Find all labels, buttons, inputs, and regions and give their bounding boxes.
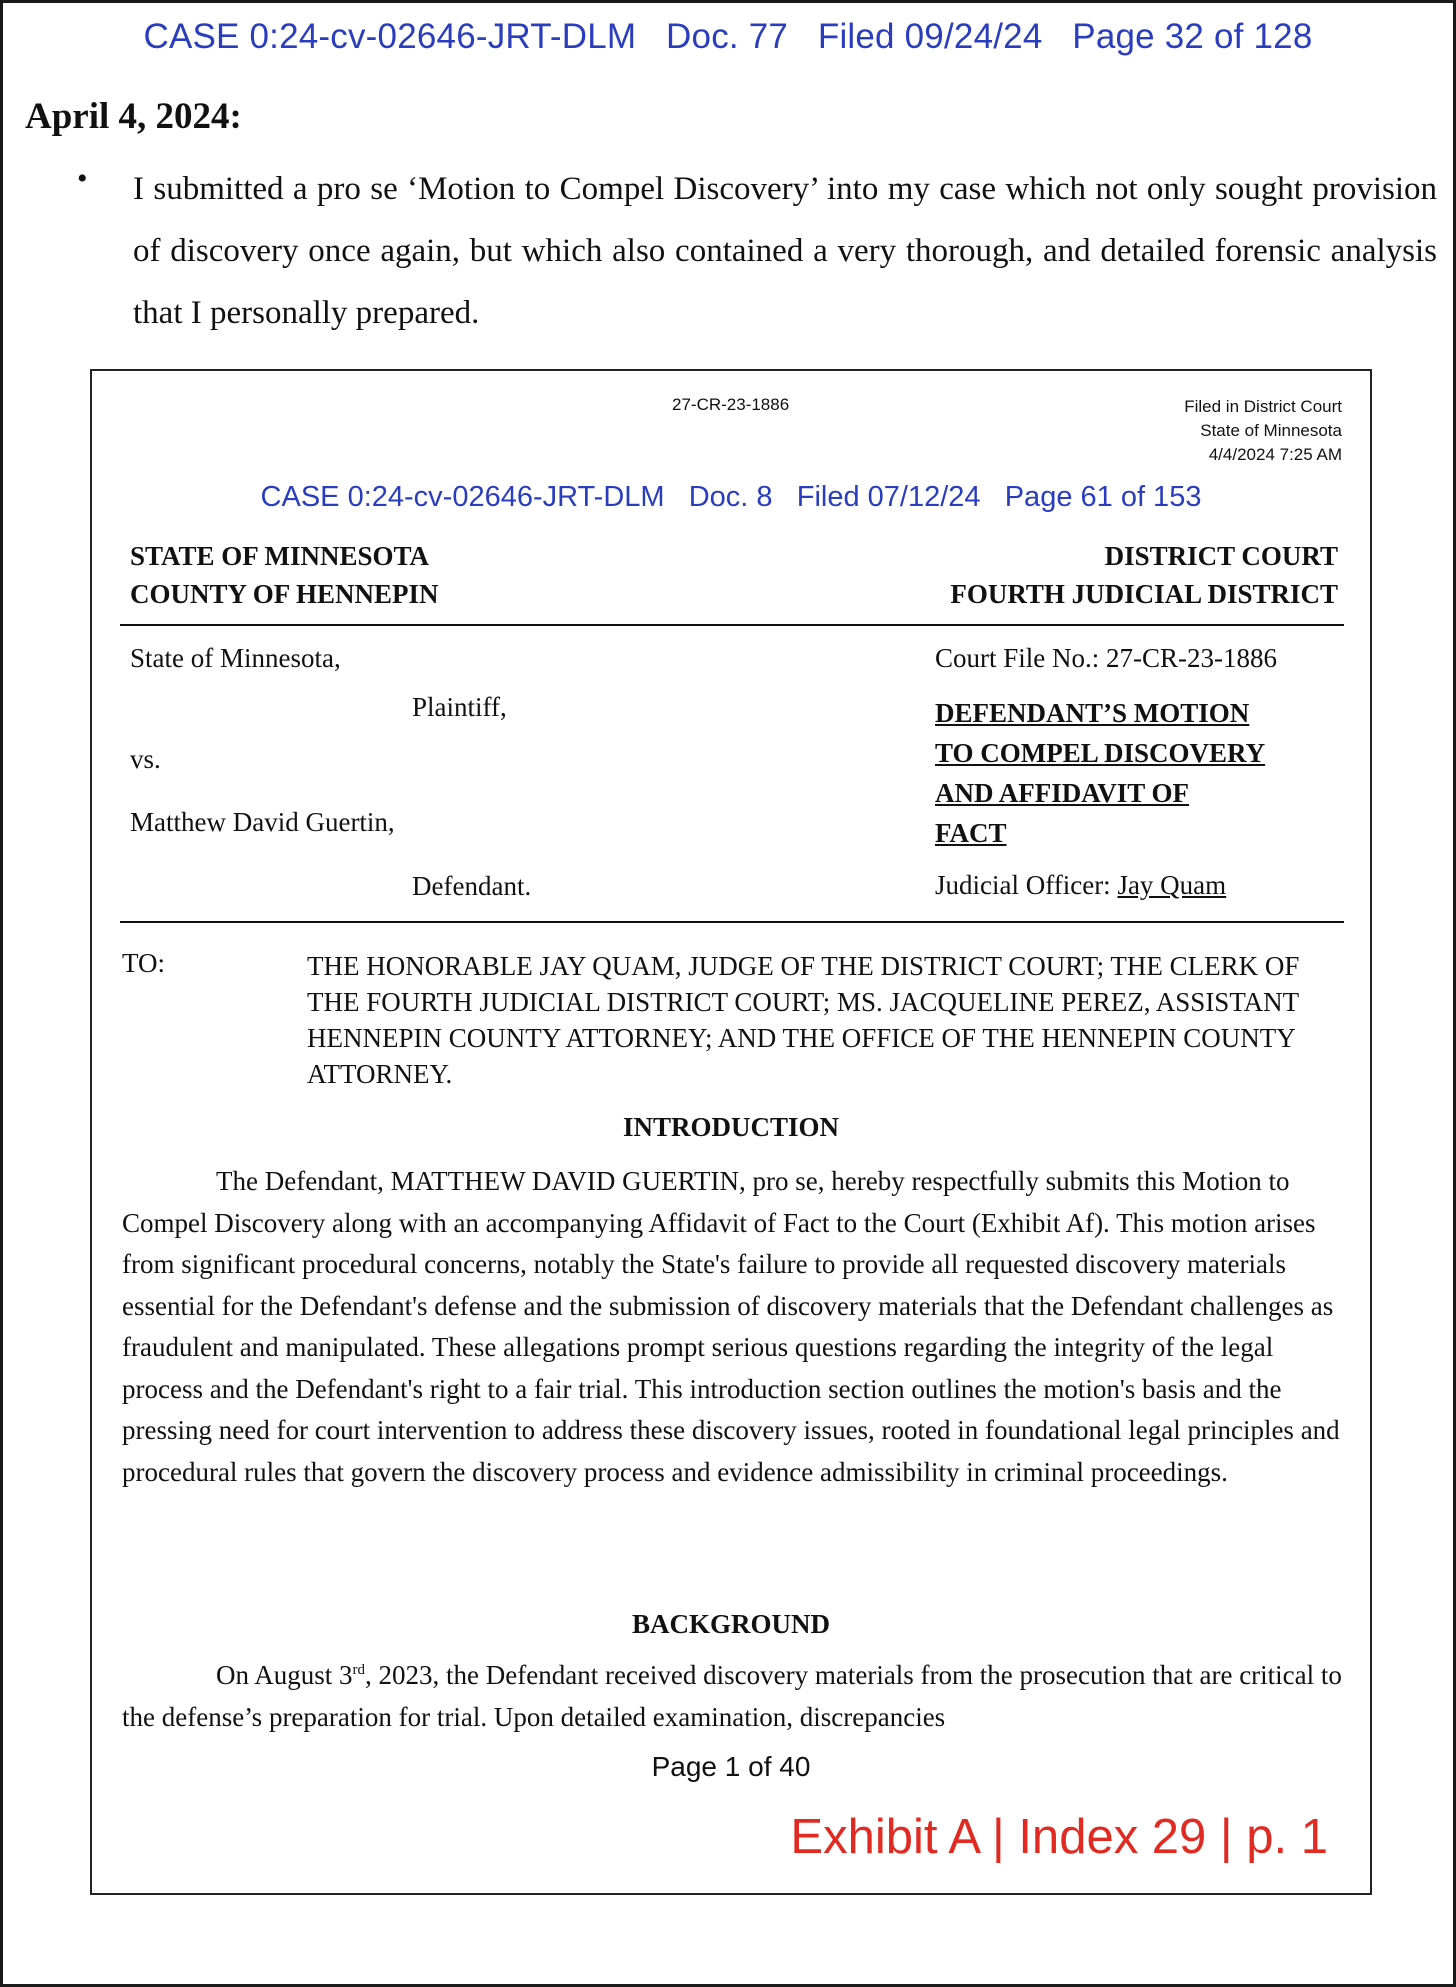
court-left-line-1: STATE OF MINNESOTA: [130, 541, 430, 571]
court-file-number: Court File No.: 27-CR-23-1886: [935, 643, 1277, 673]
court-right-line-1: DISTRICT COURT: [1104, 541, 1338, 571]
addressee-label: TO:: [122, 948, 166, 978]
caption-plaintiff-name: State of Minnesota,: [130, 643, 341, 673]
caption-plaintiff-role: Plaintiff,: [412, 692, 507, 722]
inner-stamp-case: CASE 0:24-cv-02646-JRT-DLM: [260, 481, 665, 513]
introduction-heading: INTRODUCTION: [622, 1112, 840, 1142]
court-left-line-2: COUNTY OF HENNEPIN: [130, 579, 439, 609]
judicial-officer-name: Jay Quam: [1117, 870, 1227, 900]
federal-filing-stamp: [3, 17, 1453, 57]
stamp-filed: Filed 09/24/24: [817, 17, 1043, 56]
inner-stamp-doc: Doc. 8: [688, 481, 773, 513]
inner-stamp-page: Page 61 of 153: [1004, 481, 1202, 513]
exhibit-label: Exhibit A | Index 29 | p. 1: [790, 1810, 1328, 1864]
introduction-paragraph: The Defendant, MATTHEW DAVID GUERTIN, pro se, hereby respectfully submits this Motion to Compel Discovery along with an accompanying Affidavit of Fact to the Court (Exhibit Af). This motion arises from significant procedural concerns, notably the State's failure to provide all requested discovery materials essential for the Defendant's defense and the submission of discovery materials that the Defendant challenges as fraudulent and manipulated. These allegations prompt serious questions regarding the integrity of the legal process and the Defendant's right to a fair trial. This introduction section outlines the motion's basis and the pressing need for court intervention to address these discovery issues, rooted in foundational legal principles and procedural rules that govern the discovery process and evidence admissibility in criminal proceedings.: [122, 1166, 1340, 1487]
caption-defendant-name: Matthew David Guertin,: [130, 807, 395, 837]
court-jurisdiction-left: [130, 537, 439, 613]
stamp-case: CASE 0:24-cv-02646-JRT-DLM: [143, 17, 637, 56]
background-text-start: On August 3: [216, 1660, 353, 1690]
entry-date-heading: April 4, 2024:: [25, 96, 242, 137]
stamp-doc: Doc. 77: [666, 17, 789, 56]
motion-title-line-3: AND AFFIDAVIT OF: [935, 778, 1190, 808]
filing-line-3: 4/4/2024 7:25 AM: [1208, 445, 1342, 464]
embedded-motion-page: [90, 369, 1372, 1895]
caption-versus: vs.: [130, 744, 161, 774]
motion-title: [935, 693, 1335, 853]
addressee-text: THE HONORABLE JAY QUAM, JUDGE OF THE DISTRICT COURT; THE CLERK OF THE FOURTH JUDICIAL DISTRICT COURT; MS. JACQUELINE PEREZ, ASSISTANT HENNEPIN COUNTY ATTORNEY; AND THE OFFICE OF THE HENNEPIN COUNTY ATTORNEY.: [307, 951, 1300, 1089]
caption-top-rule: [120, 624, 1344, 626]
filing-line-1: Filed in District Court: [1184, 397, 1342, 416]
stamp-page: Page 32 of 128: [1072, 17, 1313, 56]
filing-line-2: State of Minnesota: [1200, 421, 1342, 440]
entry-bullet-text: I submitted a pro se ‘Motion to Compel Discovery’ into my case which not only sought provision of discovery once again, but which also contained a very thorough, and detailed forensic analysis that I personally prepared.: [133, 171, 1437, 331]
judicial-officer-label: Judicial Officer:: [935, 870, 1118, 900]
inner-stamp-filed: Filed 07/12/24: [796, 481, 981, 513]
district-court-filing-stamp: [1184, 395, 1342, 467]
entry-bullet: [77, 158, 1437, 344]
court-right-line-2: FOURTH JUDICIAL DISTRICT: [950, 579, 1338, 609]
page-number: Page 1 of 40: [651, 1751, 811, 1782]
bullet-icon: •: [77, 162, 88, 195]
inner-federal-filing-stamp: [92, 481, 1370, 514]
state-case-number: 27-CR-23-1886: [672, 395, 790, 414]
motion-title-line-4: FACT: [935, 818, 1007, 848]
motion-title-line-2: TO COMPEL DISCOVERY: [935, 738, 1266, 768]
background-text-rest: , 2023, the Defendant received discovery materials from the prosecution that are critical to the defense’s preparation for trial. Upon detailed examination, discrepancies: [122, 1660, 1342, 1732]
judicial-officer: [935, 870, 1226, 901]
caption-bottom-rule: [120, 921, 1344, 923]
background-heading: BACKGROUND: [631, 1609, 830, 1639]
caption-defendant-role: Defendant.: [412, 871, 532, 901]
background-paragraph: [122, 1655, 1350, 1738]
background-superscript: rd: [352, 1662, 366, 1678]
court-jurisdiction-right: [950, 537, 1338, 613]
motion-title-line-1: DEFENDANT’S MOTION: [935, 698, 1250, 728]
